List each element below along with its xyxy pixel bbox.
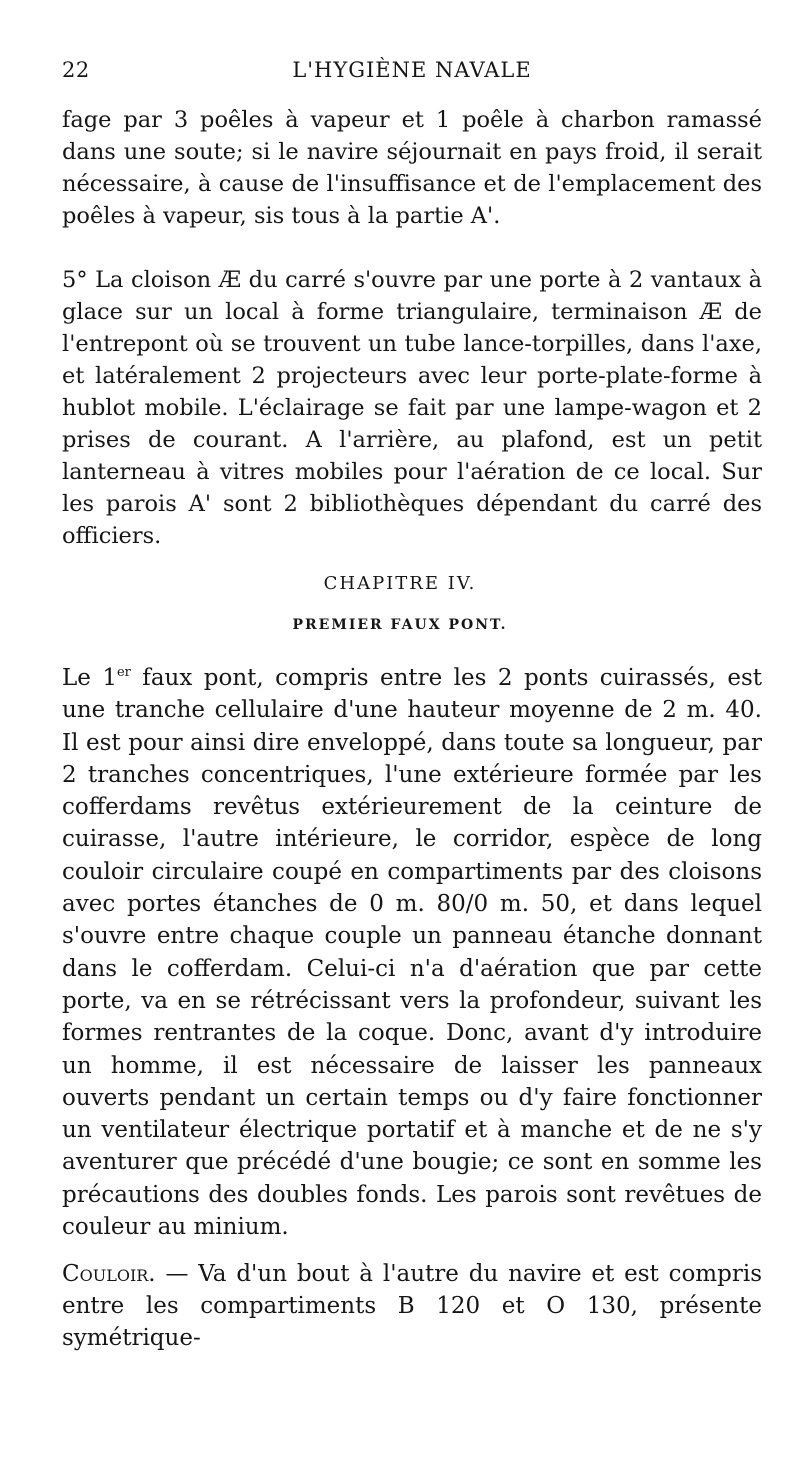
paragraph-continuation: fage par 3 poêles à vapeur et 1 poêle à charbon ramassé dans une soute; si le navire séjournait en pays froid, il serait nécessaire, à cause de l'insuffisance et de l'emplacement des poêles à vapeur, sis tous à la partie A'. — [62, 107, 762, 229]
paragraph-cloison-text: 5° La cloison Æ du carré s'ouvre par une porte à 2 vantaux à glace sur un local à forme triangulaire, terminaison Æ de l'entrepont où se trouvent un tube lance-torpilles, dans l'axe, et latéralement 2 projecteurs avec leur porte-plate-forme à hublot mobile. L'éclairage se fait par une lampe-wagon et 2 prises de courant. A l'arrière, au plafond, est un petit lanterneau à vitres mobiles pour l'aération de ce local. Sur les parois A' sont 2 bibliothèques dépendant du carré des officiers. — [62, 267, 762, 549]
section-heading-couloir: Couloir. — [62, 1261, 156, 1287]
paragraph-couloir-text: — Va d'un bout à l'autre du navire et est compris entre les compartiments B 120 et O 130, présente symétrique- — [62, 1261, 762, 1351]
chapter-subtitle: PREMIER FAUX PONT. — [292, 617, 508, 633]
page-number: 22 — [62, 58, 90, 82]
paragraph-faux-pont-text: faux pont, compris entre les 2 ponts cuirassés, est une tranche cellulaire d'une hauteur moyenne de 2 m. 40. Il est pour ainsi dire enveloppé, dans toute sa longueur, par 2 tranches concentriques, l'une extérieure formée par les cofferdams revêtus extérieurement de la ceinture de cuirasse, l'autre intérieure, le corridor, espèce de long couloir circulaire coupé en compartiments par des cloisons avec portes étanches de 0 m. 80/0 m. 50, et dans lequel s'ouvre entre chaque couple un panneau étanche donnant dans le cofferdam. Celui-ci n'a d'aération que par cette porte, va en se rétrécissant vers la profondeur, suivant les formes rentrantes de la coque. Donc, avant d'y introduire un homme, il est nécessaire de laisser les panneaux ouverts pendant un certain temps ou d'y faire fonctionner un ventilateur électrique portatif et à manche et de ne s'y aventurer que précédé d'une bougie; ce sont en somme les précautions des doubles fonds. Les parois sont revêtues de couleur au minium. — [62, 665, 762, 1241]
paragraph-couloir — [62, 1258, 762, 1354]
running-header — [62, 58, 762, 88]
paragraph-faux-pont — [62, 657, 762, 1243]
paragraph-faux-pont-lead: Le 1 — [62, 665, 117, 691]
chapter-title: CHAPITRE IV. — [323, 573, 477, 594]
running-title: L'HYGIÈNE NAVALE — [292, 58, 532, 82]
ordinal-superscript: er — [116, 665, 131, 680]
paragraph-cloison — [62, 264, 762, 552]
